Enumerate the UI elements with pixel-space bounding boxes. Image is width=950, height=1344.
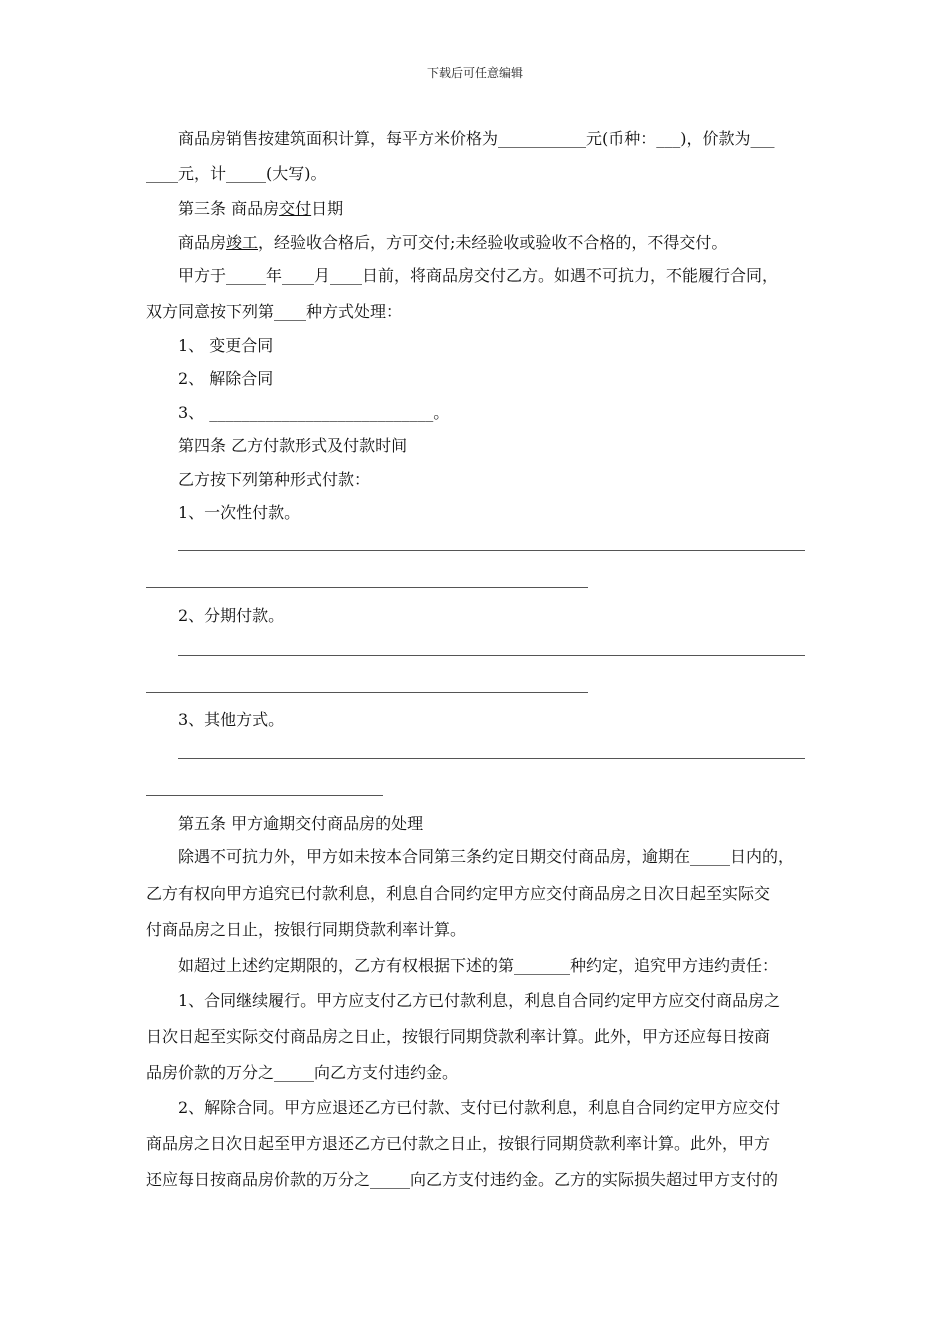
- terminate-contract-clause: 2、解除合同。甲方应退还乙方已付款、支付已付款利息，利息自合同约定甲方应交付: [178, 1098, 781, 1117]
- fill-line: [178, 550, 805, 551]
- terminate-contract-clause-cont: 商品房之日次日起至甲方退还乙方已付款之日止，按银行同期贷款利率计算。此外，甲方: [146, 1134, 771, 1153]
- payment-option-1: 1、一次性付款。: [178, 503, 301, 522]
- article-3-title: 第三条 商品房交付日期: [178, 199, 344, 218]
- price-clause-cont: ____元，计_____(大写)。: [146, 164, 327, 183]
- fill-line: [146, 587, 588, 588]
- payment-option-2: 2、分期付款。: [178, 606, 285, 625]
- price-clause: 商品房销售按建筑面积计算，每平方米价格为___________元(币种：___)，价款为___: [178, 129, 775, 148]
- fill-line: [178, 758, 805, 759]
- payment-intro: 乙方按下列第种形式付款：: [178, 470, 371, 489]
- payment-option-3: 3、其他方式。: [178, 710, 285, 729]
- fill-line: [146, 692, 588, 693]
- article-4-title: 第四条 乙方付款形式及付款时间: [178, 436, 408, 455]
- delivery-date-clause: 甲方于_____年____月____日前，将商品房交付乙方。如遇不可抗力，不能履行合同，: [178, 266, 779, 285]
- late-delivery-clause-cont: 乙方有权向甲方追究已付款利息，利息自合同约定甲方应交付商品房之日次日起至实际交: [146, 884, 771, 903]
- completion-clause: 商品房竣工，经验收合格后，方可交付;未经验收或验收不合格的，不得交付。: [178, 233, 728, 252]
- option-1: 1、 变更合同: [178, 336, 274, 355]
- option-2: 2、 解除合同: [178, 369, 274, 388]
- late-delivery-clause-cont: 付商品房之日止，按银行同期贷款利率计算。: [146, 920, 467, 939]
- option-3: 3、 ____________________________。: [178, 403, 450, 422]
- fill-line: [146, 795, 383, 796]
- fill-line: [178, 655, 805, 656]
- continue-contract-clause-cont: 日次日起至实际交付商品房之日止，按银行同期贷款利率计算。此外，甲方还应每日按商: [146, 1027, 771, 1046]
- delivery-date-clause-cont: 双方同意按下列第____种方式处理：: [146, 302, 403, 321]
- article-5-title: 第五条 甲方逾期交付商品房的处理: [178, 814, 424, 833]
- page-header: 下载后可任意编辑: [426, 66, 523, 80]
- terminate-contract-clause-cont: 还应每日按商品房价款的万分之_____向乙方支付违约金。乙方的实际损失超过甲方支付的: [146, 1170, 779, 1189]
- continue-contract-clause: 1、合同继续履行。甲方应支付乙方已付款利息，利息自合同约定甲方应交付商品房之: [178, 991, 781, 1010]
- continue-contract-clause-cont: 品房价款的万分之_____向乙方支付违约金。: [146, 1063, 459, 1082]
- overdue-clause: 如超过上述约定期限的，乙方有权根据下述的第_______种约定，追究甲方违约责任：: [178, 956, 779, 975]
- late-delivery-clause: 除遇不可抗力外，甲方如未按本合同第三条约定日期交付商品房，逾期在_____日内的，: [178, 847, 795, 866]
